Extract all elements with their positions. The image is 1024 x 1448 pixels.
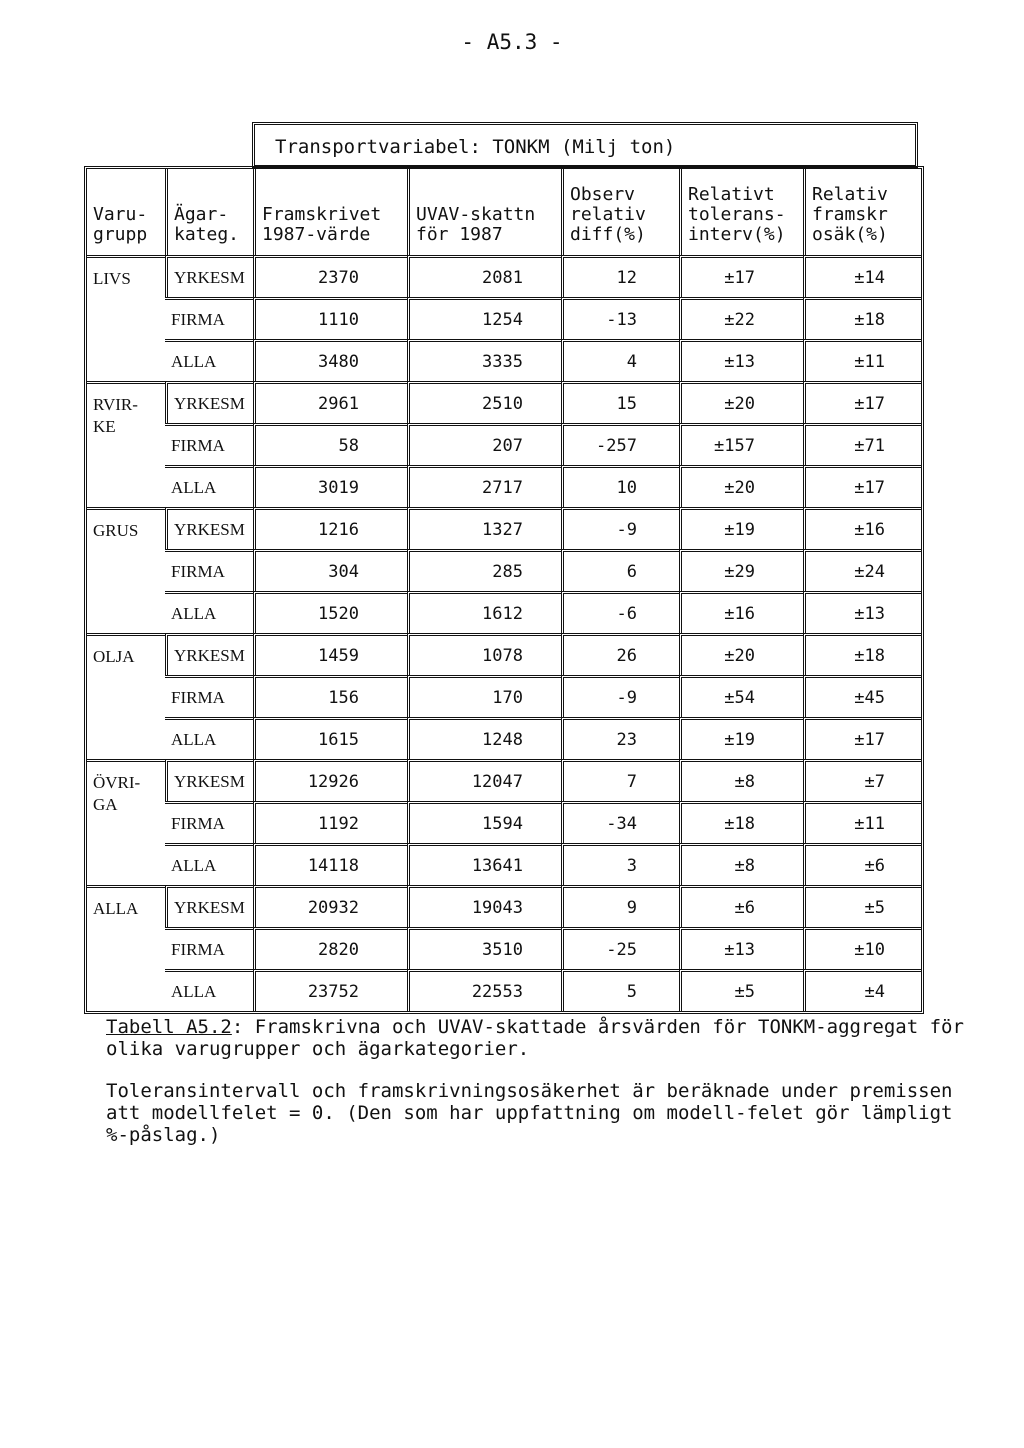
uvav-cell: 1612	[407, 591, 561, 633]
caption-text: : Framskrivna och UVAV-skattade årsvärden för TONKM-aggregat för olika varugrupper och ägarkategorier.	[106, 1016, 964, 1060]
tolerans-cell: ±20	[679, 633, 803, 675]
observ-diff-cell: -25	[561, 927, 679, 969]
group-name: OLJA	[87, 633, 165, 759]
table-row	[87, 339, 921, 381]
page-number: - A5.3 -	[461, 30, 563, 54]
uvav-cell: 19043	[407, 885, 561, 927]
uvav-cell: 1248	[407, 717, 561, 759]
category-cell: FIRMA	[165, 801, 253, 843]
header-row	[87, 169, 921, 255]
framskrivet-cell: 156	[253, 675, 407, 717]
table-row	[87, 507, 921, 549]
table-row	[87, 423, 921, 465]
tolerans-cell: ±29	[679, 549, 803, 591]
category-cell: YRKESM	[165, 381, 253, 423]
tolerans-cell: ±18	[679, 801, 803, 843]
table-row	[87, 591, 921, 633]
tolerans-cell: ±22	[679, 297, 803, 339]
osakerhet-cell: ±11	[803, 339, 921, 381]
framskrivet-cell: 3480	[253, 339, 407, 381]
tolerans-cell: ±5	[679, 969, 803, 1011]
osakerhet-cell: ±4	[803, 969, 921, 1011]
header-osak: Relativ framskr osäk(%)	[803, 169, 921, 255]
framskrivet-cell: 1110	[253, 297, 407, 339]
tolerans-cell: ±19	[679, 717, 803, 759]
uvav-cell: 285	[407, 549, 561, 591]
framskrivet-cell: 20932	[253, 885, 407, 927]
tolerans-cell: ±13	[679, 927, 803, 969]
framskrivet-cell: 2820	[253, 927, 407, 969]
observ-diff-cell: -6	[561, 591, 679, 633]
framskrivet-cell: 1520	[253, 591, 407, 633]
uvav-cell: 170	[407, 675, 561, 717]
osakerhet-cell: ±17	[803, 465, 921, 507]
category-cell: YRKESM	[165, 255, 253, 297]
tolerans-cell: ±17	[679, 255, 803, 297]
osakerhet-cell: ±10	[803, 927, 921, 969]
framskrivet-cell: 23752	[253, 969, 407, 1011]
category-cell: YRKESM	[165, 759, 253, 801]
group-name: LIVS	[87, 255, 165, 381]
table-row	[87, 927, 921, 969]
framskrivet-cell: 1192	[253, 801, 407, 843]
observ-diff-cell: 3	[561, 843, 679, 885]
osakerhet-cell: ±17	[803, 381, 921, 423]
category-cell: FIRMA	[165, 927, 253, 969]
observ-diff-cell: 10	[561, 465, 679, 507]
header-framskrivet: Framskrivet 1987-värde	[253, 169, 407, 255]
caption-label: Tabell A5.2	[106, 1016, 232, 1038]
framskrivet-cell: 12926	[253, 759, 407, 801]
tolerans-cell: ±13	[679, 339, 803, 381]
group-name: ÖVRI- GA	[87, 759, 165, 885]
table-row	[87, 381, 921, 423]
tolerans-cell: ±16	[679, 591, 803, 633]
uvav-cell: 12047	[407, 759, 561, 801]
table-row	[87, 297, 921, 339]
category-cell: YRKESM	[165, 885, 253, 927]
category-cell: FIRMA	[165, 297, 253, 339]
observ-diff-cell: 4	[561, 339, 679, 381]
table-row	[87, 969, 921, 1011]
observ-diff-cell: -13	[561, 297, 679, 339]
table-row	[87, 675, 921, 717]
observ-diff-cell: -257	[561, 423, 679, 465]
group-name: RVIR- KE	[87, 381, 165, 507]
category-cell: ALLA	[165, 717, 253, 759]
table-row	[87, 843, 921, 885]
uvav-cell: 3335	[407, 339, 561, 381]
framskrivet-cell: 1615	[253, 717, 407, 759]
table-row	[87, 885, 921, 927]
framskrivet-cell: 1216	[253, 507, 407, 549]
category-cell: YRKESM	[165, 633, 253, 675]
observ-diff-cell: 15	[561, 381, 679, 423]
table-note: Toleransintervall och framskrivningsosäkerhet är beräknade under premissen att modellfelet = 0. (Den som har uppfattning om modell-felet gör lämpligt %-påslag.)	[106, 1080, 953, 1146]
observ-diff-cell: 26	[561, 633, 679, 675]
osakerhet-cell: ±5	[803, 885, 921, 927]
observ-diff-cell: 7	[561, 759, 679, 801]
tolerans-cell: ±20	[679, 465, 803, 507]
uvav-cell: 3510	[407, 927, 561, 969]
observ-diff-cell: 6	[561, 549, 679, 591]
osakerhet-cell: ±24	[803, 549, 921, 591]
group-name: ALLA	[87, 885, 165, 1011]
uvav-cell: 2510	[407, 381, 561, 423]
category-cell: FIRMA	[165, 549, 253, 591]
framskrivet-cell: 3019	[253, 465, 407, 507]
osakerhet-cell: ±18	[803, 297, 921, 339]
table-row	[87, 549, 921, 591]
header-uvav: UVAV-skattn för 1987	[407, 169, 561, 255]
table-row	[87, 465, 921, 507]
tolerans-cell: ±8	[679, 843, 803, 885]
osakerhet-cell: ±71	[803, 423, 921, 465]
table-row	[87, 801, 921, 843]
framskrivet-cell: 304	[253, 549, 407, 591]
uvav-cell: 1078	[407, 633, 561, 675]
uvav-cell: 22553	[407, 969, 561, 1011]
framskrivet-cell: 2370	[253, 255, 407, 297]
uvav-cell: 2717	[407, 465, 561, 507]
uvav-cell: 1254	[407, 297, 561, 339]
category-cell: ALLA	[165, 465, 253, 507]
osakerhet-cell: ±16	[803, 507, 921, 549]
transport-variable-label: Transportvariabel: TONKM (Milj ton)	[275, 136, 676, 158]
uvav-cell: 2081	[407, 255, 561, 297]
observ-diff-cell: 23	[561, 717, 679, 759]
uvav-cell: 13641	[407, 843, 561, 885]
osakerhet-cell: ±14	[803, 255, 921, 297]
header-observ: Observ relativ diff(%)	[561, 169, 679, 255]
tolerans-cell: ±19	[679, 507, 803, 549]
category-cell: ALLA	[165, 969, 253, 1011]
category-cell: FIRMA	[165, 675, 253, 717]
framskrivet-cell: 1459	[253, 633, 407, 675]
tolerans-cell: ±54	[679, 675, 803, 717]
observ-diff-cell: -34	[561, 801, 679, 843]
osakerhet-cell: ±45	[803, 675, 921, 717]
osakerhet-cell: ±11	[803, 801, 921, 843]
tolerans-cell: ±6	[679, 885, 803, 927]
framskrivet-cell: 58	[253, 423, 407, 465]
tolerans-cell: ±157	[679, 423, 803, 465]
header-agarkateg: Ägar- kateg.	[165, 169, 253, 255]
category-cell: ALLA	[165, 339, 253, 381]
tolerans-cell: ±20	[679, 381, 803, 423]
transport-variable-box	[252, 122, 918, 168]
observ-diff-cell: -9	[561, 675, 679, 717]
observ-diff-cell: -9	[561, 507, 679, 549]
header-varugrupp: Varu- grupp	[93, 204, 148, 245]
osakerhet-cell: ±13	[803, 591, 921, 633]
uvav-cell: 1594	[407, 801, 561, 843]
data-table	[84, 166, 924, 1014]
framskrivet-cell: 2961	[253, 381, 407, 423]
header-tolerans: Relativt tolerans- interv(%)	[679, 169, 803, 255]
osakerhet-cell: ±6	[803, 843, 921, 885]
table-row	[87, 633, 921, 675]
table-row	[87, 255, 921, 297]
osakerhet-cell: ±7	[803, 759, 921, 801]
category-cell: FIRMA	[165, 423, 253, 465]
tolerans-cell: ±8	[679, 759, 803, 801]
osakerhet-cell: ±18	[803, 633, 921, 675]
table-caption	[106, 1016, 966, 1060]
table-row	[87, 759, 921, 801]
framskrivet-cell: 14118	[253, 843, 407, 885]
category-cell: ALLA	[165, 843, 253, 885]
observ-diff-cell: 12	[561, 255, 679, 297]
uvav-cell: 207	[407, 423, 561, 465]
osakerhet-cell: ±17	[803, 717, 921, 759]
category-cell: ALLA	[165, 591, 253, 633]
category-cell: YRKESM	[165, 507, 253, 549]
observ-diff-cell: 9	[561, 885, 679, 927]
table-row	[87, 717, 921, 759]
group-name: GRUS	[87, 507, 165, 633]
uvav-cell: 1327	[407, 507, 561, 549]
observ-diff-cell: 5	[561, 969, 679, 1011]
